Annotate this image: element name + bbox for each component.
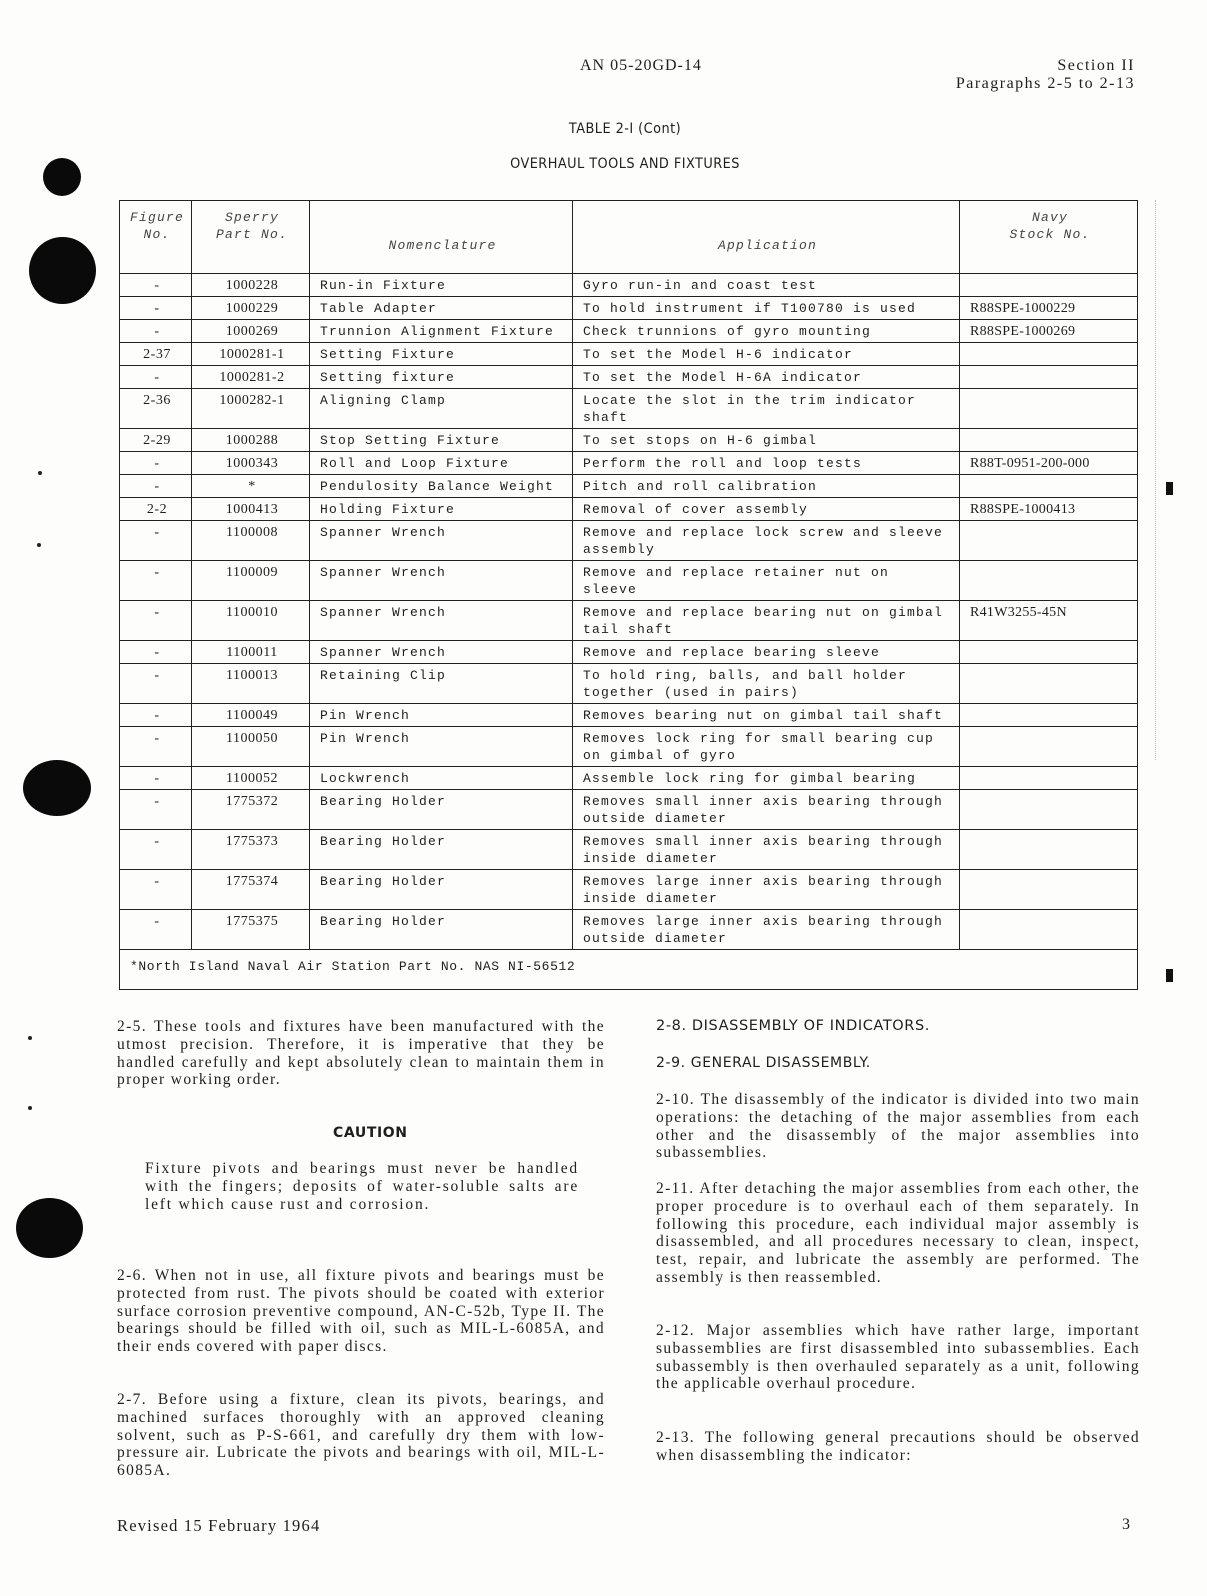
table-row xyxy=(120,601,1138,641)
navy-stock-cell: R88SPE-1000269 xyxy=(959,320,1137,343)
navy-stock-cell xyxy=(959,727,1137,767)
nomenclature-cell: Spanner Wrench xyxy=(310,601,573,641)
nomenclature-cell: Setting fixture xyxy=(310,366,573,389)
figure-no-cell: - xyxy=(120,767,192,790)
application-cell: Perform the roll and loop tests xyxy=(572,452,959,475)
table-row xyxy=(120,521,1138,561)
overhaul-tools-table xyxy=(119,200,1138,990)
application-cell: Remove and replace lock screw and sleeve assembly xyxy=(572,521,959,561)
navy-stock-cell xyxy=(959,475,1137,498)
section-label: Section II xyxy=(1057,57,1135,74)
figure-no-cell: - xyxy=(120,521,192,561)
table-row xyxy=(120,704,1138,727)
navy-stock-cell xyxy=(959,641,1137,664)
figure-no-cell: - xyxy=(120,727,192,767)
header-figure-line1: Figure xyxy=(130,210,185,225)
table-row xyxy=(120,870,1138,910)
paragraph-2-12: 2-12. Major assemblies which have rather large, important subassemblies are first disassembled into subassemblies. Each subassembly is then overhauled separately as a unit, following the applicable overhaul procedure. xyxy=(656,1322,1140,1393)
table-subtitle: OVERHAUL TOOLS AND FIXTURES xyxy=(510,156,740,172)
application-cell: Locate the slot in the trim indicator shaft xyxy=(572,389,959,429)
part-no-cell: 1100008 xyxy=(192,521,310,561)
part-no-cell: 1000229 xyxy=(192,297,310,320)
table-row xyxy=(120,664,1138,704)
figure-no-cell: - xyxy=(120,475,192,498)
scan-speck xyxy=(38,471,42,475)
figure-no-cell: 2-36 xyxy=(120,389,192,429)
figure-no-cell: - xyxy=(120,601,192,641)
nomenclature-cell: Pendulosity Balance Weight xyxy=(310,475,573,498)
part-no-cell: 1100011 xyxy=(192,641,310,664)
part-no-cell: 1775375 xyxy=(192,910,310,950)
table-row xyxy=(120,297,1138,320)
table-row xyxy=(120,320,1138,343)
navy-stock-cell xyxy=(959,870,1137,910)
application-cell: To hold instrument if T100780 is used xyxy=(572,297,959,320)
navy-stock-cell xyxy=(959,343,1137,366)
table-row xyxy=(120,767,1138,790)
nomenclature-cell: Trunnion Alignment Fixture xyxy=(310,320,573,343)
table-row xyxy=(120,366,1138,389)
table-header-row xyxy=(120,201,1138,274)
header-sperry-line2: Part No. xyxy=(216,227,289,242)
part-no-cell: 1100010 xyxy=(192,601,310,641)
caution-text: Fixture pivots and bearings must never be handled with the fingers; deposits of water-soluble salts are left which cause rust and corrosion. xyxy=(145,1160,579,1213)
scan-speck xyxy=(37,543,41,547)
scan-speck xyxy=(28,1106,32,1110)
application-cell: To hold ring, balls, and ball holder together (used in pairs) xyxy=(572,664,959,704)
part-no-cell: 1100052 xyxy=(192,767,310,790)
nomenclature-cell: Spanner Wrench xyxy=(310,561,573,601)
nomenclature-cell: Table Adapter xyxy=(310,297,573,320)
part-no-cell: 1775374 xyxy=(192,870,310,910)
part-no-cell: 1000269 xyxy=(192,320,310,343)
navy-stock-cell: R88SPE-1000229 xyxy=(959,297,1137,320)
table-row xyxy=(120,429,1138,452)
table-row xyxy=(120,498,1138,521)
header-sperry-part-no xyxy=(192,201,310,274)
application-cell: Removes lock ring for small bearing cup on gimbal of gyro xyxy=(572,727,959,767)
nomenclature-cell: Bearing Holder xyxy=(310,790,573,830)
nomenclature-cell: Bearing Holder xyxy=(310,910,573,950)
paragraph-2-11: 2-11. After detaching the major assemblies from each other, the proper procedure is to overhaul each of them separately. In following this procedure, each individual major assembly is disassembled, and all procedures necessary to clean, inspect, test, repair, and lubricate the assembly are performed. The assembly is then reassembled. xyxy=(656,1180,1140,1286)
figure-no-cell: - xyxy=(120,297,192,320)
nomenclature-cell: Retaining Clip xyxy=(310,664,573,704)
nomenclature-cell: Pin Wrench xyxy=(310,704,573,727)
navy-stock-cell xyxy=(959,366,1137,389)
binder-hole xyxy=(29,237,96,304)
application-cell: Gyro run-in and coast test xyxy=(572,274,959,297)
header-figure-line2: No. xyxy=(143,227,171,242)
header-navy-line1: Navy xyxy=(1031,210,1068,225)
margin-dotted-line xyxy=(1155,200,1157,760)
navy-stock-cell xyxy=(959,910,1137,950)
figure-no-cell: - xyxy=(120,664,192,704)
header-navy-stock-no xyxy=(959,201,1137,274)
paragraph-2-13: 2-13. The following general precautions should be observed when disassembling the indicator: xyxy=(656,1429,1140,1464)
table-row xyxy=(120,790,1138,830)
nomenclature-cell: Setting Fixture xyxy=(310,343,573,366)
part-no-cell: 1000282-1 xyxy=(192,389,310,429)
document-number: AN 05-20GD-14 xyxy=(580,57,702,74)
application-cell: Removes large inner axis bearing through inside diameter xyxy=(572,870,959,910)
part-no-cell: 1100050 xyxy=(192,727,310,767)
figure-no-cell: - xyxy=(120,910,192,950)
table-row xyxy=(120,641,1138,664)
table-row xyxy=(120,343,1138,366)
navy-stock-cell xyxy=(959,830,1137,870)
figure-no-cell: 2-2 xyxy=(120,498,192,521)
binder-hole xyxy=(16,1198,83,1258)
application-cell: Assemble lock ring for gimbal bearing xyxy=(572,767,959,790)
nomenclature-cell: Pin Wrench xyxy=(310,727,573,767)
table-row xyxy=(120,910,1138,950)
application-cell: Removes small inner axis bearing through outside diameter xyxy=(572,790,959,830)
application-cell: Removes large inner axis bearing through outside diameter xyxy=(572,910,959,950)
navy-stock-cell: R41W3255-45N xyxy=(959,601,1137,641)
nomenclature-cell: Lockwrench xyxy=(310,767,573,790)
navy-stock-cell xyxy=(959,274,1137,297)
navy-stock-cell xyxy=(959,521,1137,561)
paragraph-2-6: 2-6. When not in use, all fixture pivots and bearings must be protected from rust. The pivots should be coated with exterior surface corrosion preventive compound, AN-C-52b, Type II. The bearings should be filled with oil, such as MIL-L-6085A, and their ends covered with paper discs. xyxy=(117,1267,605,1356)
nomenclature-cell: Spanner Wrench xyxy=(310,641,573,664)
caution-heading: CAUTION xyxy=(333,1125,408,1141)
change-bar xyxy=(1166,482,1173,495)
table-row xyxy=(120,561,1138,601)
navy-stock-cell xyxy=(959,561,1137,601)
part-no-cell: 1775373 xyxy=(192,830,310,870)
nomenclature-cell: Holding Fixture xyxy=(310,498,573,521)
navy-stock-cell xyxy=(959,389,1137,429)
navy-stock-cell: R88T-0951-200-000 xyxy=(959,452,1137,475)
table-row xyxy=(120,727,1138,767)
figure-no-cell: - xyxy=(120,704,192,727)
header-sperry-line1: Sperry xyxy=(225,210,280,225)
navy-stock-cell xyxy=(959,664,1137,704)
binder-hole xyxy=(23,760,91,816)
heading-2-9: 2-9. GENERAL DISASSEMBLY. xyxy=(656,1055,871,1071)
paragraphs-label: Paragraphs 2-5 to 2-13 xyxy=(955,75,1135,92)
application-cell: Check trunnions of gyro mounting xyxy=(572,320,959,343)
part-no-cell: 1000281-1 xyxy=(192,343,310,366)
nomenclature-cell: Bearing Holder xyxy=(310,830,573,870)
part-no-cell: 1000288 xyxy=(192,429,310,452)
table-footnote-row xyxy=(120,950,1138,990)
nomenclature-cell: Bearing Holder xyxy=(310,870,573,910)
figure-no-cell: 2-37 xyxy=(120,343,192,366)
figure-no-cell: - xyxy=(120,790,192,830)
nomenclature-cell: Run-in Fixture xyxy=(310,274,573,297)
figure-no-cell: - xyxy=(120,830,192,870)
revision-date: Revised 15 February 1964 xyxy=(117,1516,321,1535)
application-cell: Removes small inner axis bearing through inside diameter xyxy=(572,830,959,870)
part-no-cell: 1100013 xyxy=(192,664,310,704)
table-row xyxy=(120,452,1138,475)
paragraph-2-7: 2-7. Before using a fixture, clean its pivots, bearings, and machined surfaces thoroughly with an approved cleaning solvent, such as P-S-661, and carefully dry them with low-pressure air. Lubricate the pivots and bearings with oil, MIL-L-6085A. xyxy=(117,1391,605,1480)
figure-no-cell: - xyxy=(120,452,192,475)
application-cell: To set the Model H-6A indicator xyxy=(572,366,959,389)
header-figure-no xyxy=(120,201,192,274)
header-navy-line2: Stock No. xyxy=(1009,227,1091,242)
part-no-cell: * xyxy=(192,475,310,498)
figure-no-cell: - xyxy=(120,366,192,389)
table-row xyxy=(120,389,1138,429)
table-footnote: *North Island Naval Air Station Part No. NAS NI-56512 xyxy=(120,950,1138,990)
page-number: 3 xyxy=(1122,1516,1130,1533)
application-cell: Removes bearing nut on gimbal tail shaft xyxy=(572,704,959,727)
navy-stock-cell xyxy=(959,429,1137,452)
navy-stock-cell xyxy=(959,767,1137,790)
application-cell: To set stops on H-6 gimbal xyxy=(572,429,959,452)
part-no-cell: 1000228 xyxy=(192,274,310,297)
nomenclature-cell: Roll and Loop Fixture xyxy=(310,452,573,475)
application-cell: To set the Model H-6 indicator xyxy=(572,343,959,366)
figure-no-cell: - xyxy=(120,870,192,910)
header-nomenclature: Nomenclature xyxy=(310,201,573,274)
paragraph-2-5: 2-5. These tools and fixtures have been manufactured with the utmost precision. Therefore, it is imperative that they be handled carefully and kept absolutely clean to maintain them in proper working order. xyxy=(117,1018,605,1089)
application-cell: Removal of cover assembly xyxy=(572,498,959,521)
part-no-cell: 1775372 xyxy=(192,790,310,830)
part-no-cell: 1000413 xyxy=(192,498,310,521)
nomenclature-cell: Aligning Clamp xyxy=(310,389,573,429)
figure-no-cell: - xyxy=(120,561,192,601)
paragraph-2-10: 2-10. The disassembly of the indicator is divided into two main operations: the detaching of the major assemblies from each other and the disassembly of the major assemblies into subassemblies. xyxy=(656,1091,1140,1162)
figure-no-cell: - xyxy=(120,274,192,297)
figure-no-cell: - xyxy=(120,320,192,343)
application-cell: Remove and replace bearing sleeve xyxy=(572,641,959,664)
table-row xyxy=(120,274,1138,297)
application-cell: Remove and replace retainer nut on sleeve xyxy=(572,561,959,601)
navy-stock-cell xyxy=(959,790,1137,830)
scan-speck xyxy=(28,1036,32,1040)
application-cell: Pitch and roll calibration xyxy=(572,475,959,498)
heading-2-8: 2-8. DISASSEMBLY OF INDICATORS. xyxy=(656,1018,930,1034)
navy-stock-cell xyxy=(959,704,1137,727)
part-no-cell: 1100049 xyxy=(192,704,310,727)
section-reference xyxy=(956,57,1135,93)
nomenclature-cell: Spanner Wrench xyxy=(310,521,573,561)
figure-no-cell: 2-29 xyxy=(120,429,192,452)
header-application: Application xyxy=(572,201,959,274)
table-row xyxy=(120,475,1138,498)
figure-no-cell: - xyxy=(120,641,192,664)
table-row xyxy=(120,830,1138,870)
table-body xyxy=(120,274,1138,950)
change-bar xyxy=(1166,969,1173,982)
nomenclature-cell: Stop Setting Fixture xyxy=(310,429,573,452)
application-cell: Remove and replace bearing nut on gimbal tail shaft xyxy=(572,601,959,641)
part-no-cell: 1000281-2 xyxy=(192,366,310,389)
navy-stock-cell: R88SPE-1000413 xyxy=(959,498,1137,521)
table-title: TABLE 2-I (Cont) xyxy=(568,121,682,137)
part-no-cell: 1000343 xyxy=(192,452,310,475)
part-no-cell: 1100009 xyxy=(192,561,310,601)
